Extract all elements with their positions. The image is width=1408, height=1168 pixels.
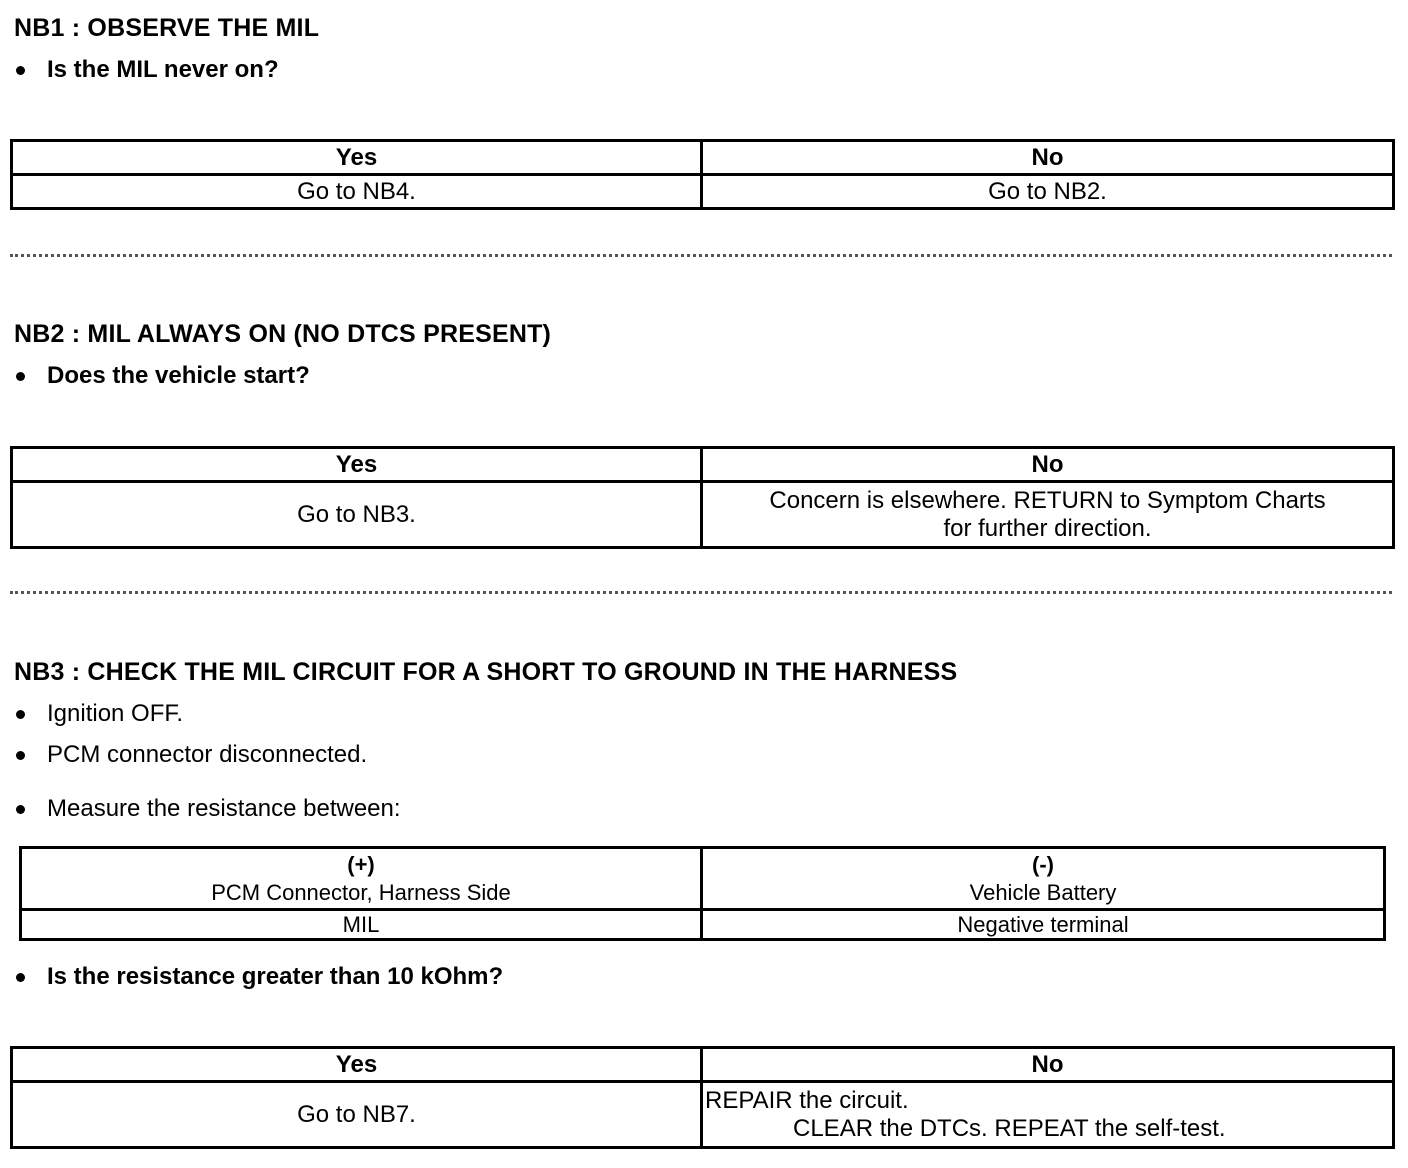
nb1-yes-value: Go to NB4. [12,175,702,209]
nb3-step-1-text: Ignition OFF. [47,700,184,727]
nb3-step-2-text: PCM connector disconnected. [47,741,368,768]
nb2-title: NB2 : MIL ALWAYS ON (NO DTCS PRESENT) [14,320,552,348]
nb3-step-3-text: Measure the resistance between: [47,795,401,822]
pos-label: PCM Connector, Harness Side [211,879,511,905]
neg-symbol: (-) [1032,851,1054,877]
nb1-question-text: Is the MIL never on? [47,56,279,83]
nb1-yes-header: Yes [12,141,702,175]
nb3-step-3 [14,795,401,823]
nb3-question [14,963,503,991]
nb2-question [14,362,310,390]
nb3-no-value-line1: REPAIR the circuit. [705,1086,909,1114]
nb2-no-value [702,482,1394,548]
nb1-no-header: No [702,141,1394,175]
bullet-icon [16,973,25,982]
nb1-title: NB1 : OBSERVE THE MIL [14,14,320,42]
nb3-no-value [702,1082,1394,1148]
bullet-icon [16,372,25,381]
nb3-no-value-line2: CLEAR the DTCs. REPEAT the self-test. [793,1114,1226,1142]
nb3-step-1 [14,700,183,728]
section-divider [10,591,1392,594]
bullet-icon [16,751,25,760]
nb1-result-table [10,139,1395,210]
nb1-question [14,56,279,84]
nb1-no-value: Go to NB2. [702,175,1394,209]
measure-pos-header [21,848,702,910]
nb3-no-header: No [702,1048,1394,1082]
nb2-no-value-line2: for further direction. [943,514,1152,542]
bullet-icon [16,805,25,814]
nb2-yes-value: Go to NB3. [12,482,702,548]
nb2-no-value-line1: Concern is elsewhere. RETURN to Symptom Charts [769,486,1326,514]
measure-pos-value: MIL [21,910,702,940]
nb3-title: NB3 : CHECK THE MIL CIRCUIT FOR A SHORT TO GROUND IN THE HARNESS [14,658,958,686]
measure-neg-value: Negative terminal [702,910,1385,940]
nb3-measure-table [19,846,1386,941]
nb3-result-table [10,1046,1395,1149]
nb3-question-text: Is the resistance greater than 10 kOhm? [47,963,504,990]
nb2-no-header: No [702,448,1394,482]
pos-symbol: (+) [347,851,375,877]
bullet-icon [16,710,25,719]
section-divider [10,254,1392,257]
neg-label: Vehicle Battery [969,879,1117,905]
measure-neg-header [702,848,1385,910]
nb2-result-table [10,446,1395,549]
nb3-yes-value: Go to NB7. [12,1082,702,1148]
nb3-yes-header: Yes [12,1048,702,1082]
nb3-step-2 [14,741,367,769]
nb2-question-text: Does the vehicle start? [47,362,310,389]
bullet-icon [16,66,25,75]
nb2-yes-header: Yes [12,448,702,482]
